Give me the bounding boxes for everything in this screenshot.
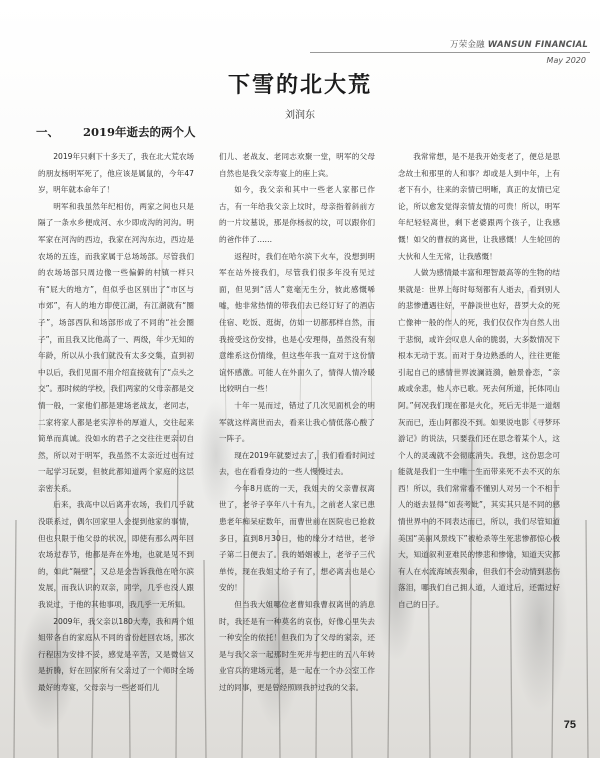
paragraph: 如今，我父亲和其中一些老人家都已作古，有一年给我父亲上坟时，母亲指着斜前方的一片坟墓说，那是你杨叔的坟，可以跟你们的爸作伴了…… [219, 185, 375, 244]
paragraph: 十年一晃而过，错过了几次见面机会的明军就这样离世而去，看来让我心情低落心酸了一阵子。 [219, 400, 375, 444]
paragraph: 返程时，我们在哈尔滨下火车，没想到明军在站外接我们，尽管我们很多年没有见过面，但见到“活人”竟毫无生分，彼此感慨唏嘘，他非常热情的带我们去已经订好了的酒店住宿、吃饭、逛街，仿如一切都那样自然，而我接受这份安排，也是心安理得，虽然没有刻意维系这份情缘，但这些年我一直对于这份情谊怀感激。可能人在外面久了，情得人情冷暖比较明白一些！ [219, 251, 375, 394]
magazine-brand [450, 38, 588, 50]
paragraph: 明军和我虽然年纪相仿，两家之间也只是隔了一条水乡便成河、水少即成沟的河沟。明军家在河沟的西边，我家在河沟东边，西边是农场的五连，而我家属于总场场部。尽管我们的农场场部只周边像一些偏僻的村镇一样只有“屁大的地方”，但似乎也区别出了“市区与市郊”，有人的地方即使江湖，有江湖就有“圈子”，场部西队和场部形成了不同的“社会圈子”，而且我又比他高了一、两级，年少无知的年龄，所以从小我们就没有太多交集，直到初中以后，我们见面不用介绍直接就有了“点头之交”。那时候的学校，我们两家的父母亲都是交情一般，一家他们都是建场老战友，老同志，二家将家人都是老实淳朴的厚道人，交往起来简单而真诚。没如水的君子之交往往更亲切自然，所以对于明军，我虽然不太亲近过也有过一起学习玩耍，但彼此都知道两个家庭的这层亲密关系。 [38, 201, 194, 493]
section-title: 2019年逝去的两个人 [83, 125, 196, 139]
issue-date: May 2020 [546, 56, 586, 65]
text-column-3 [398, 149, 560, 614]
section-heading [36, 124, 196, 140]
paragraph: 后来，我高中以后离开农场，我们几乎就没联系过，偶尔回家里人会提到他家的事情，但也只限于他父母的状况，即使有那么两年回农场过春节，他都是奔在外地，也就是见不到的，如此“隔壁”，又总是会告诉我他在哈尔滨发展，而我认识的双亲，同学，几乎也没人跟我说过，于他的其他事项，我几乎一无所知。 [38, 500, 194, 610]
section-number: 一、 [36, 125, 59, 139]
paragraph: 我常常想，是不是我开始变老了，便总是思念故土和那里的人和事？却或是人到中年，上有老下有小，往来的亲情已明晰，真正的友情已定论，所以愈发觉得亲情友情的可贵！所以，明军年纪轻轻离世，剩下老婆跟两个孩子，让我感慨！如父的曹叔的离世，让我感慨！人生轮回的大伙和人生无常，让我感慨！ [398, 152, 560, 261]
paragraph: 人做为感情最丰富和理智最高等的生物的结果就是：世界上每时每刻都有人逝去，看到别人的悲惨遭遇往好，平静淡世也好，普罗大众的死亡像神一般的作人的死，我们仅仅作为自然人出于悲悯，或许会叹息人命的脆弱，大多数情况下根本无动于衷。而对于身边熟悉的人，往往更能引起自己的感情世界波澜涟漪，触景眷恋，“亲戚或余悲，他人亦已歌。死去何所道，托体同山阿。”何况我们现在都是火化，死后无非是一道烟灰而已，连山阿都没不到。如果说电影《寻梦环游记》的说法，只要我们还在思念着某个人，这个人的灵魂就不会彻底消失。我想，这份思念可能就是我们一生中唯一生而带来死不去不灭的东西！所以，我们常常看不懂别人对另一个不相干人的逝去显得“如丧考妣”，其实其只是不同的感情世界中的不同表达而已，所以，我们尽管知道美国“美丽风景线下”被枪杀等生死悲惨都惊心极大，知道叙利亚难民的惨悲和惨恸，知道天灾都有人在水流海域丧殒命，但我们不会动情到悲伤落泪，哪我们自己拥人道，人道过后，还需过好自己的日子。 [398, 268, 560, 610]
text-column-2 [219, 149, 375, 697]
paragraph: 们儿、老战友、老同志欢聚一堂，明军的父母自然也是我父亲寿宴上的座上宾。 [219, 152, 375, 178]
page-number: 75 [563, 719, 576, 731]
paragraph: 但当我大姐哪位老曹知我曹叔离世的消息时，我还是有一种莫名的哀伤，好像心里失去一种安全的依托！但我们为了父母的家亲，还是与我父亲一起那时生死并与把庄的五八年转业官兵的建场元老，是一起在一个办公室工作过的同事，更是曾经照顾我护过我的父亲。 [219, 600, 375, 692]
paragraph: 今年8月底的一天，我姐夫的父亲曹叔离世了，老爷子享年八十有九，之前老人家已患患老年痴呆症数年，而曹世前在医院也已抢救多日，直到8月30日，他的缘分才结世，老爷子第二日便去了。我的婚姻被上，老爷子三代单传，现在我姐丈给子有了，想必离去也是心安的！ [219, 483, 375, 593]
paragraph: 2019年只剩下十多天了，我在北大荒农场的朋友杨明军死了，他应该是属鼠的，今年47岁，明年就本命年了！ [38, 152, 195, 195]
article-title: 下雪的北大荒 [227, 73, 372, 98]
article-author: 刘润东 [285, 110, 315, 121]
header-divider [310, 52, 590, 53]
text-column-1 [38, 149, 194, 697]
paragraph: 2009年，我父亲以180大寿，我和两个姐姐带各自的家庭从不同的省份赶回农场，那次行程因为安排不妥，感觉是辛苦，又是微信又是折腾，好在回家所有父亲过了一个师时全场最好的寿宴，父母亲与一些老哥们儿 [38, 616, 194, 692]
brand-cn: 万荣金融 [450, 40, 485, 50]
paragraph: 现在2019年就要过去了，我们看看时间过去，也在看看身边的一些人慢慢过去。 [219, 450, 376, 477]
brand-en: WANSUN FINANCIAL [487, 40, 588, 50]
